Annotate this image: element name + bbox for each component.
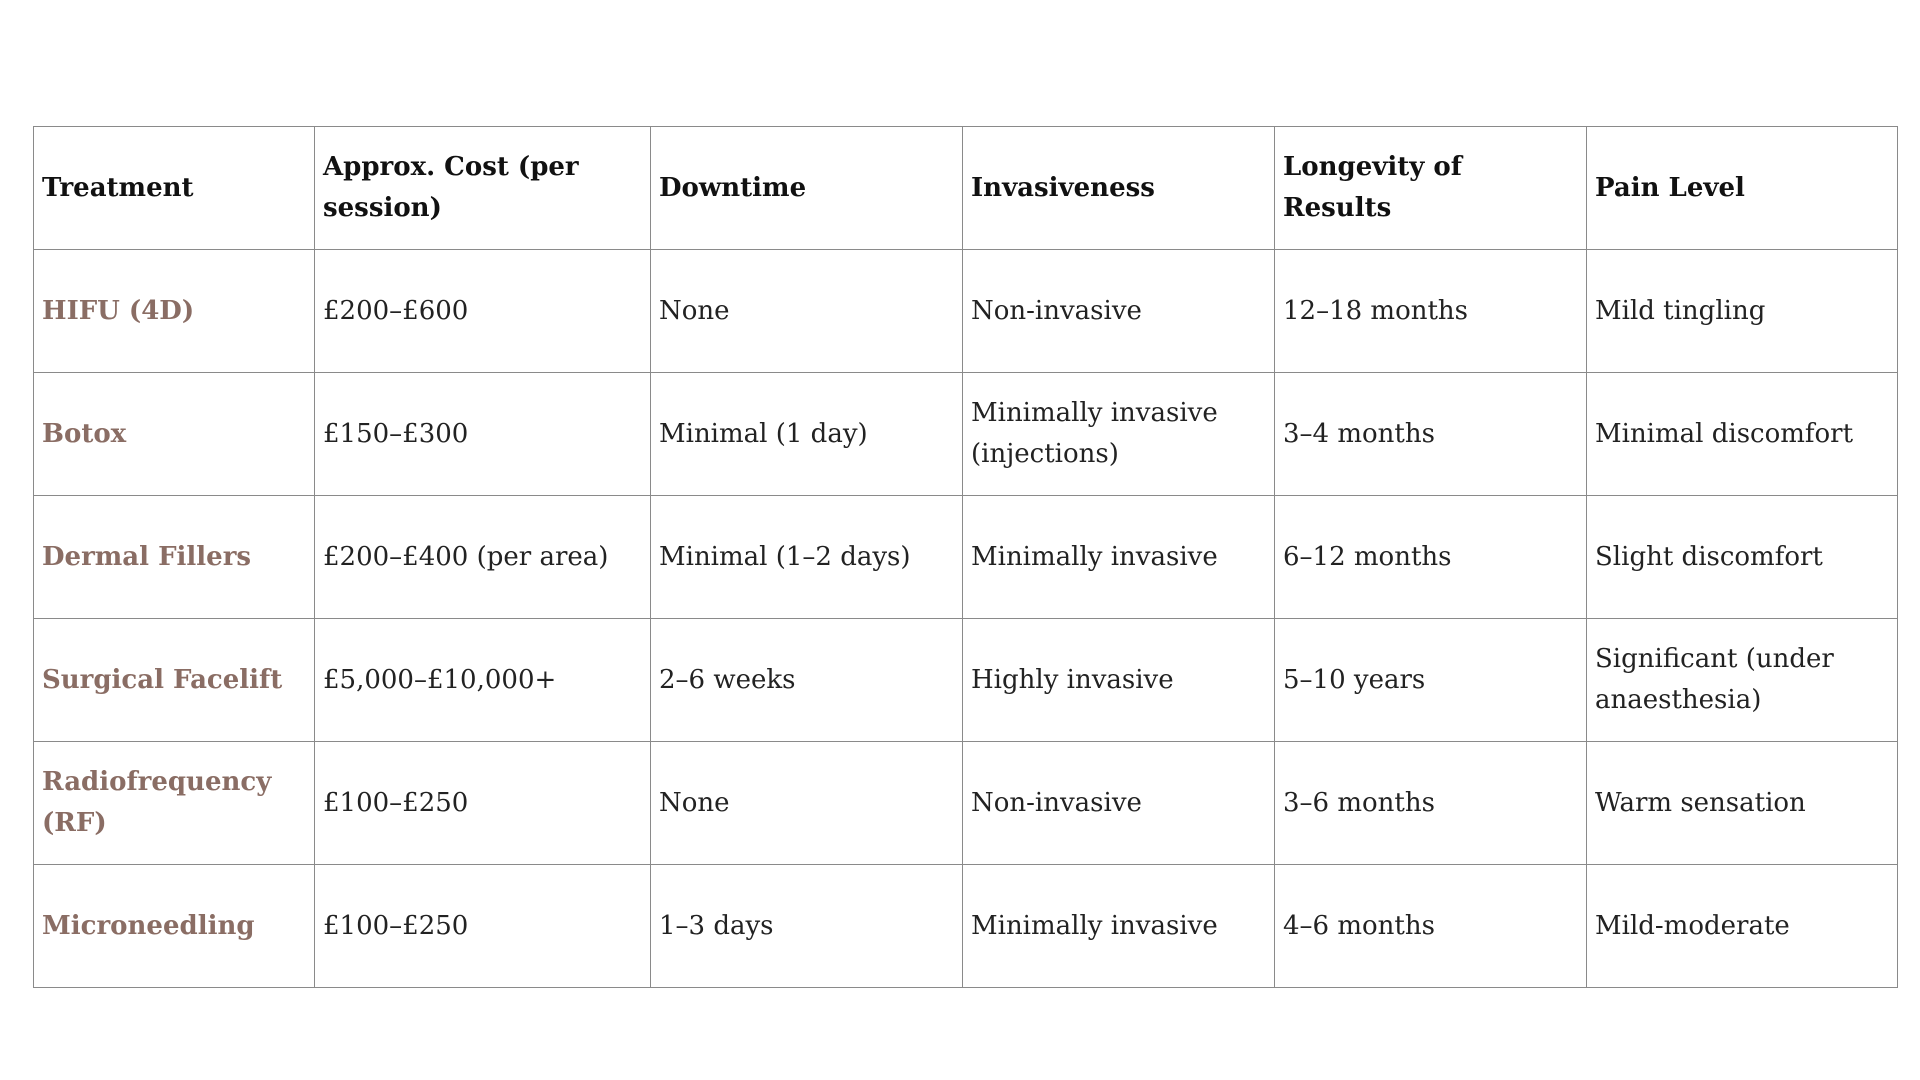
cost-cell: £200–£600	[315, 250, 651, 373]
header-invasiveness: Invasiveness	[963, 127, 1275, 250]
downtime-cell: 2–6 weeks	[651, 619, 963, 742]
table-row	[34, 373, 1898, 496]
invasiveness-cell: Highly invasive	[963, 619, 1275, 742]
longevity-cell: 3–6 months	[1275, 742, 1587, 865]
table-row	[34, 250, 1898, 373]
pain-cell: Minimal discomfort	[1587, 373, 1898, 496]
table-header-row	[34, 127, 1898, 250]
treatment-name: HIFU (4D)	[34, 250, 315, 373]
pain-cell: Warm sensation	[1587, 742, 1898, 865]
longevity-cell: 12–18 months	[1275, 250, 1587, 373]
treatment-comparison-table-wrapper	[33, 126, 1897, 988]
invasiveness-cell: Minimally invasive	[963, 496, 1275, 619]
downtime-cell: 1–3 days	[651, 865, 963, 988]
invasiveness-cell: Non-invasive	[963, 742, 1275, 865]
header-downtime: Downtime	[651, 127, 963, 250]
invasiveness-cell: Minimally invasive	[963, 865, 1275, 988]
downtime-cell: Minimal (1–2 days)	[651, 496, 963, 619]
header-cost: Approx. Cost (per session)	[315, 127, 651, 250]
table-row	[34, 865, 1898, 988]
pain-cell: Mild-moderate	[1587, 865, 1898, 988]
cost-cell: £150–£300	[315, 373, 651, 496]
cost-cell: £100–£250	[315, 865, 651, 988]
pain-cell: Significant (under anaesthesia)	[1587, 619, 1898, 742]
header-treatment: Treatment	[34, 127, 315, 250]
treatment-name: Surgical Facelift	[34, 619, 315, 742]
treatment-name: Botox	[34, 373, 315, 496]
downtime-cell: Minimal (1 day)	[651, 373, 963, 496]
longevity-cell: 3–4 months	[1275, 373, 1587, 496]
table-row	[34, 496, 1898, 619]
treatment-name: Radiofrequency (RF)	[34, 742, 315, 865]
downtime-cell: None	[651, 742, 963, 865]
cost-cell: £100–£250	[315, 742, 651, 865]
header-longevity: Longevity of Results	[1275, 127, 1587, 250]
treatment-comparison-table	[33, 126, 1898, 988]
invasiveness-cell: Minimally invasive (injections)	[963, 373, 1275, 496]
header-pain-level: Pain Level	[1587, 127, 1898, 250]
table-row	[34, 742, 1898, 865]
longevity-cell: 5–10 years	[1275, 619, 1587, 742]
longevity-cell: 6–12 months	[1275, 496, 1587, 619]
cost-cell: £200–£400 (per area)	[315, 496, 651, 619]
cost-cell: £5,000–£10,000+	[315, 619, 651, 742]
treatment-name: Microneedling	[34, 865, 315, 988]
downtime-cell: None	[651, 250, 963, 373]
pain-cell: Mild tingling	[1587, 250, 1898, 373]
longevity-cell: 4–6 months	[1275, 865, 1587, 988]
treatment-name: Dermal Fillers	[34, 496, 315, 619]
pain-cell: Slight discomfort	[1587, 496, 1898, 619]
invasiveness-cell: Non-invasive	[963, 250, 1275, 373]
table-row	[34, 619, 1898, 742]
